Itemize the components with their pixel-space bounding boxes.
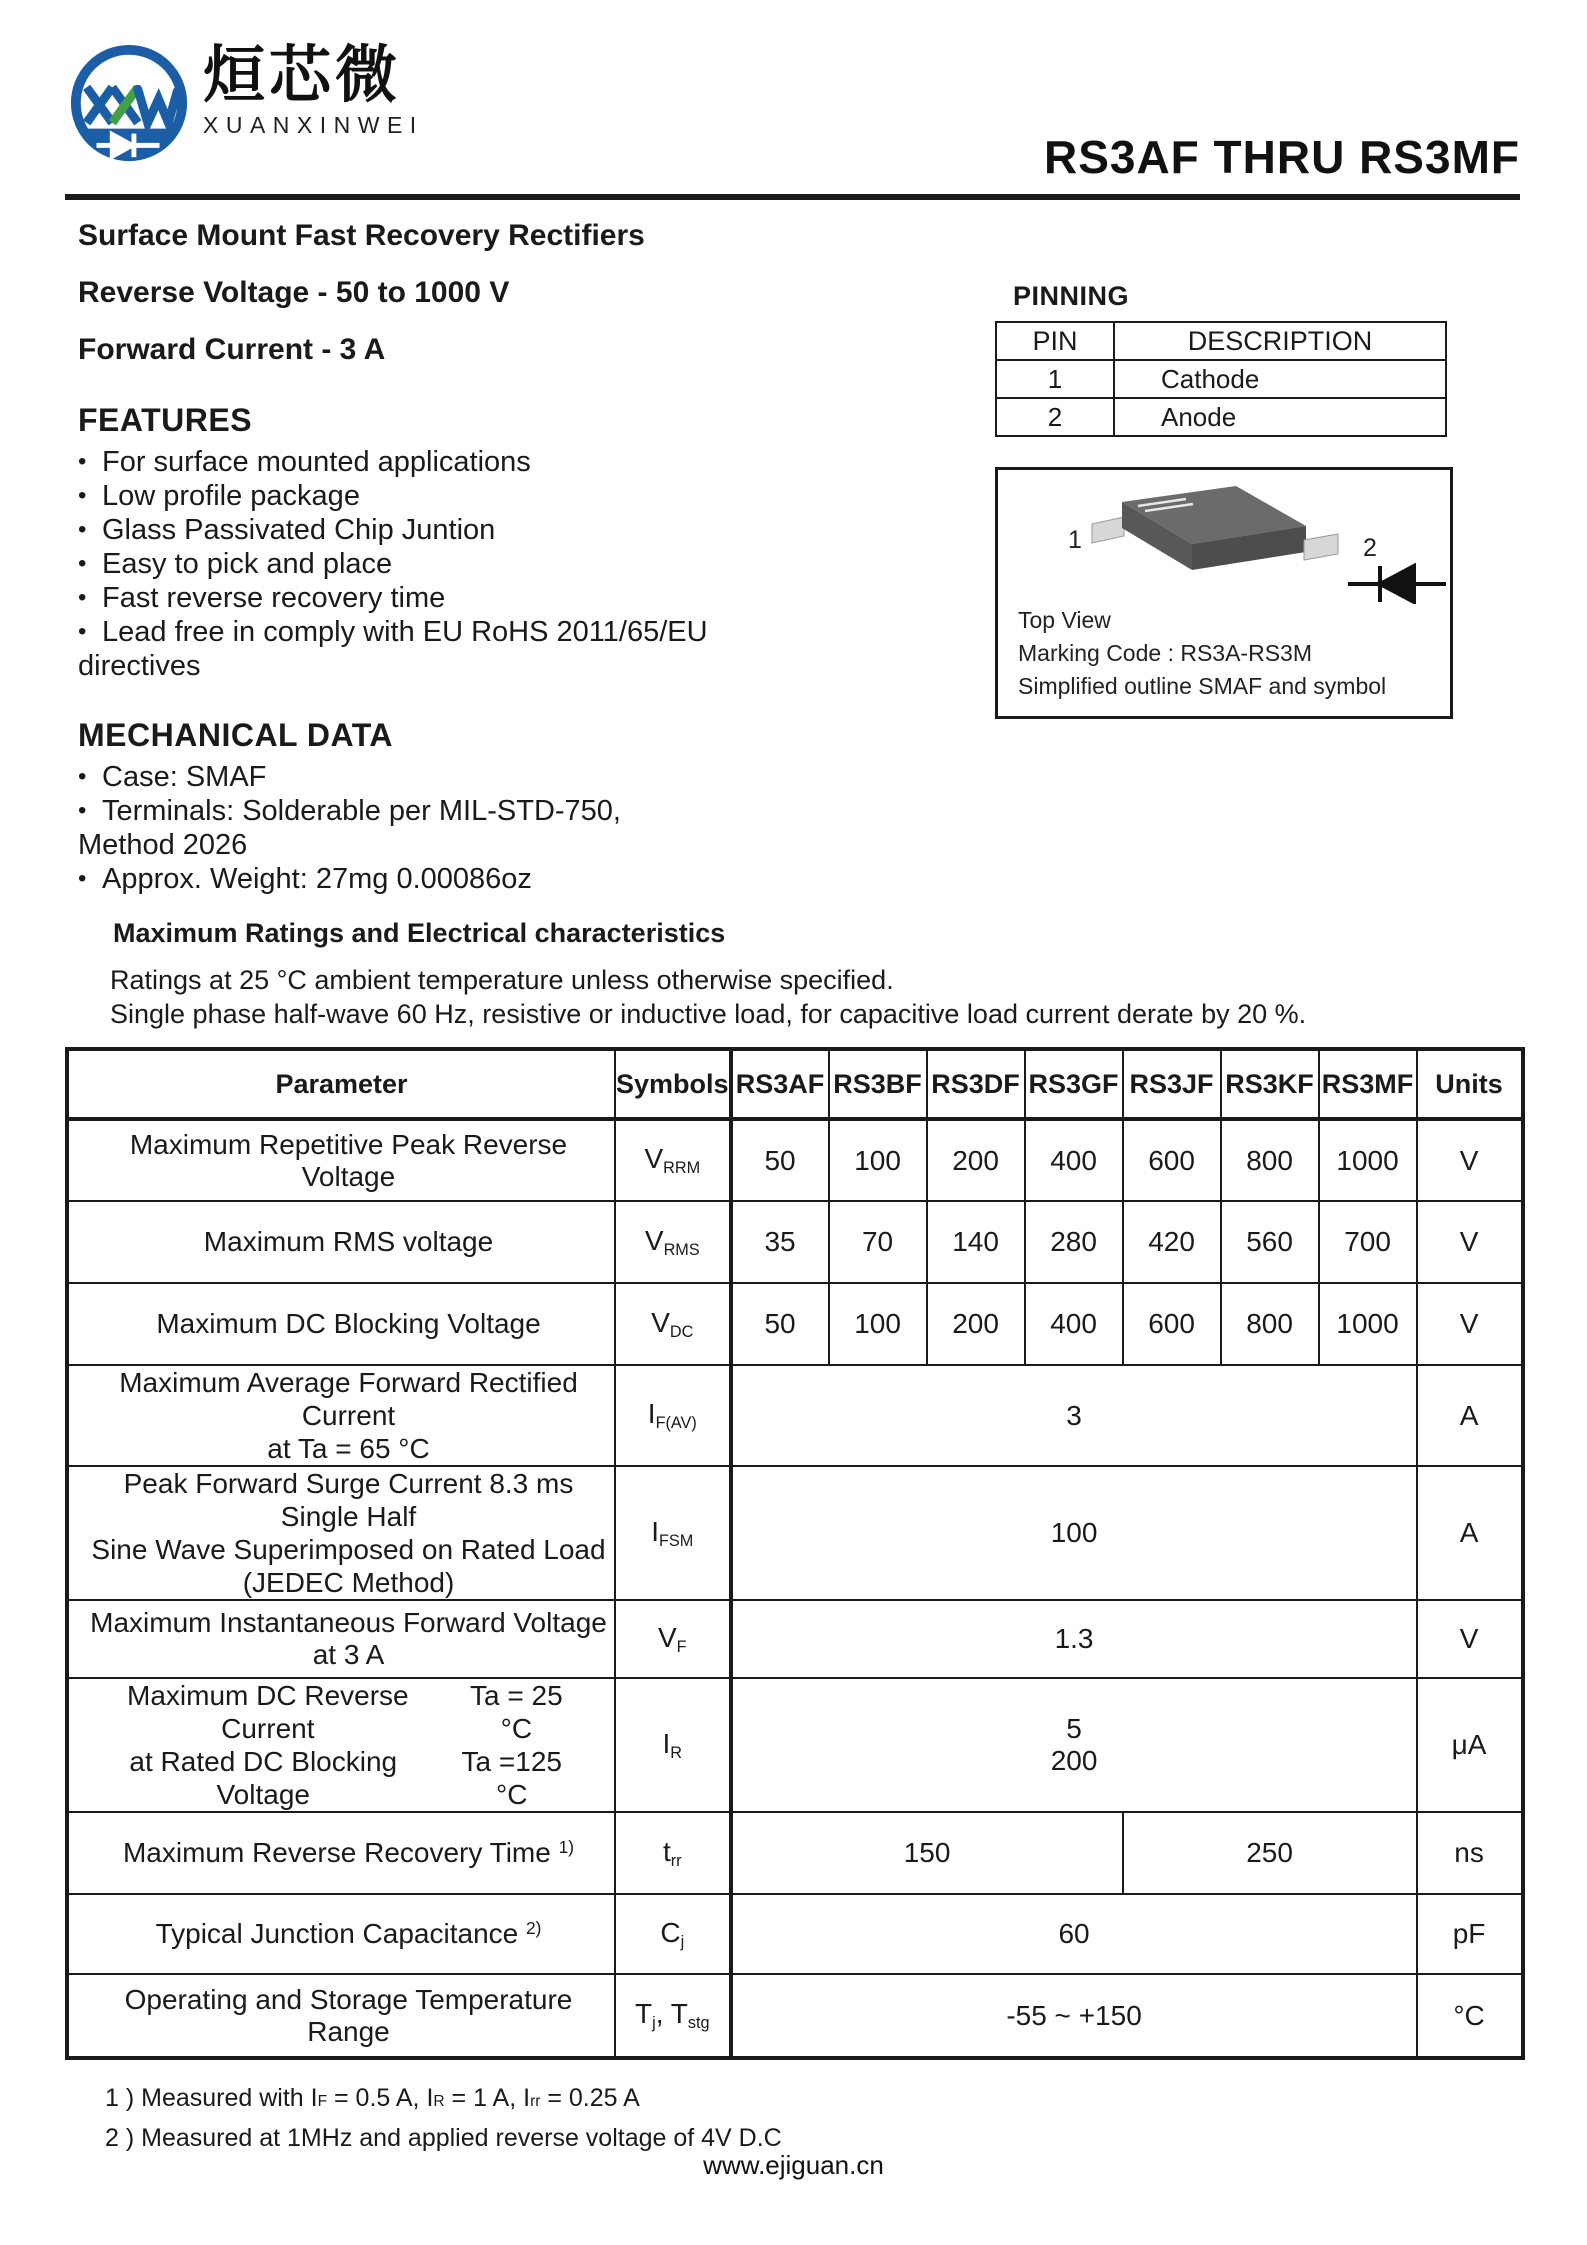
col-header-rs3jf: RS3JF <box>1123 1049 1221 1119</box>
masthead <box>65 0 1520 200</box>
value-cell: 400 <box>1025 1283 1123 1365</box>
value-cell: 50 <box>731 1119 829 1201</box>
value-cell-left-span: 150 <box>731 1812 1123 1894</box>
bullet-glyph: • <box>78 763 87 790</box>
unit-cell: V <box>1417 1600 1523 1678</box>
col-header-rs3bf: RS3BF <box>829 1049 927 1119</box>
value-cell: 600 <box>1123 1283 1221 1365</box>
logo-english-name: XUANXINWEI <box>203 112 424 138</box>
value-cell: 1000 <box>1319 1119 1417 1201</box>
unit-cell: A <box>1417 1466 1523 1600</box>
value-cell: 140 <box>927 1201 1025 1283</box>
logo-text <box>203 41 424 139</box>
col-header-units: Units <box>1417 1049 1523 1119</box>
symbol-cell: $T_j$, $T_{stg}$ <box>615 1974 731 2058</box>
bullet-glyph: • <box>78 516 87 543</box>
pin-description: Anode <box>1114 398 1446 436</box>
parameter-cell: Typical Junction Capacitance $^{2)}$ <box>67 1894 615 1974</box>
ratings-table-header-row <box>67 1049 1523 1119</box>
unit-cell: A <box>1417 1365 1523 1466</box>
logo-icon <box>65 42 193 170</box>
parameter-cell: Maximum Repetitive Peak Reverse Voltage <box>67 1119 615 1201</box>
pin2-label: 2 <box>1363 534 1377 562</box>
package-caption-outline: Simplified outline SMAF and symbol <box>1018 673 1387 699</box>
mechanical-data-heading: MECHANICAL DATA <box>78 717 394 753</box>
footnotes <box>105 2080 1587 2157</box>
symbol-cell: $V_{RMS}$ <box>615 1201 731 1283</box>
feature-item <box>78 479 718 513</box>
table-row-cj <box>67 1894 1523 1974</box>
unit-cell: V <box>1417 1201 1523 1283</box>
ratings-note-2: Single phase half-wave 60 Hz, resistive or inductive load, for capacitive load current derate by 20 %. <box>110 999 1307 1029</box>
feature-item <box>78 615 718 683</box>
pin-number: 1 <box>996 360 1114 398</box>
ratings-section <box>0 918 1587 2157</box>
table-row-ifav <box>67 1365 1523 1466</box>
pinning-row <box>996 360 1446 398</box>
bullet-glyph: • <box>78 550 87 577</box>
pin-number: 2 <box>996 398 1114 436</box>
feature-item <box>78 581 718 615</box>
table-row-tstg <box>67 1974 1523 2058</box>
package-caption-marking-code: Marking Code : RS3A-RS3M <box>1018 640 1312 666</box>
mechanical-data-list <box>78 760 718 896</box>
symbol-cell: $t_{rr}$ <box>615 1812 731 1894</box>
value-cell-span: 5 200 <box>731 1678 1417 1812</box>
parameter-cell: Maximum RMS voltage <box>67 1201 615 1283</box>
table-row-trr <box>67 1812 1523 1894</box>
parameter-cell: Maximum DC Reverse Current Ta = 25 °C at Rated DC Blocking Voltage Ta =125 °C <box>67 1678 615 1812</box>
company-logo <box>65 42 424 170</box>
feature-item <box>78 513 718 547</box>
smaf-package-image <box>1018 476 1448 604</box>
parameter-cell: Peak Forward Surge Current 8.3 ms Single Half Sine Wave Superimposed on Rated Load (JEDEC Method) <box>67 1466 615 1600</box>
bullet-glyph: • <box>78 618 87 645</box>
col-header-rs3kf: RS3KF <box>1221 1049 1319 1119</box>
value-cell: 700 <box>1319 1201 1417 1283</box>
unit-cell: ns <box>1417 1812 1523 1894</box>
table-row-ir <box>67 1678 1523 1812</box>
parameter-cell: Maximum DC Blocking Voltage <box>67 1283 615 1365</box>
logo-chinese-name: 烜芯微 <box>203 41 402 110</box>
parameter-cell: Operating and Storage Temperature Range <box>67 1974 615 2058</box>
value-cell: 200 <box>927 1119 1025 1201</box>
product-description: Surface Mount Fast Recovery Rectifiers <box>78 219 645 252</box>
value-cell: 50 <box>731 1283 829 1365</box>
value-cell-span: -55 ~ +150 <box>731 1974 1417 2058</box>
mechanical-item <box>78 862 718 896</box>
feature-text: Easy to pick and place <box>102 548 393 580</box>
mechanical-item <box>78 760 718 794</box>
unit-cell: pF <box>1417 1894 1523 1974</box>
feature-item <box>78 445 718 479</box>
description-column-header: DESCRIPTION <box>1114 322 1446 360</box>
symbol-cell: $I_{FSM}$ <box>615 1466 731 1600</box>
value-cell: 35 <box>731 1201 829 1283</box>
value-cell: 800 <box>1221 1119 1319 1201</box>
bullet-glyph: • <box>78 584 87 611</box>
bullet-glyph: • <box>78 482 87 509</box>
unit-cell: °C <box>1417 1974 1523 2058</box>
bullet-glyph: • <box>78 865 87 892</box>
pinning-row <box>996 398 1446 436</box>
value-cell: 600 <box>1123 1119 1221 1201</box>
pin-description: Cathode <box>1114 360 1446 398</box>
forward-current-line: Forward Current - 3 A <box>78 333 386 366</box>
value-cell: 280 <box>1025 1201 1123 1283</box>
reverse-voltage-line: Reverse Voltage - 50 to 1000 V <box>78 276 510 309</box>
symbol-cell: $C_j$ <box>615 1894 731 1974</box>
bullet-glyph: • <box>78 448 87 475</box>
unit-cell: μA <box>1417 1678 1523 1812</box>
value-cell: 800 <box>1221 1283 1319 1365</box>
left-column <box>78 218 718 896</box>
pinning-header-row <box>996 322 1446 360</box>
col-header-rs3df: RS3DF <box>927 1049 1025 1119</box>
table-row-vdc <box>67 1283 1523 1365</box>
value-cell: 100 <box>829 1119 927 1201</box>
unit-cell: V <box>1417 1119 1523 1201</box>
symbol-cell: $I_{F(AV)}$ <box>615 1365 731 1466</box>
features-list <box>78 445 718 683</box>
mechanical-text: Case: SMAF <box>102 761 267 793</box>
symbol-cell: $V_F$ <box>615 1600 731 1678</box>
value-cell: 100 <box>829 1283 927 1365</box>
feature-item <box>78 547 718 581</box>
mechanical-item <box>78 794 718 862</box>
col-header-rs3mf: RS3MF <box>1319 1049 1417 1119</box>
parameter-cell: Maximum Average Forward Rectified Current at Ta = 65 °C <box>67 1365 615 1466</box>
diode-symbol-icon <box>1348 566 1446 602</box>
parameter-cell: Maximum Instantaneous Forward Voltage at 3 A <box>67 1600 615 1678</box>
feature-text: Low profile package <box>102 480 360 512</box>
symbol-cell: $I_R$ <box>615 1678 731 1812</box>
value-cell: 200 <box>927 1283 1025 1365</box>
unit-cell: V <box>1417 1283 1523 1365</box>
mechanical-text: Approx. Weight: 27mg 0.00086oz <box>102 863 532 895</box>
page-title: RS3AF THRU RS3MF <box>1043 131 1520 183</box>
col-header-rs3gf: RS3GF <box>1025 1049 1123 1119</box>
ratings-heading: Maximum Ratings and Electrical characteristics <box>113 918 726 948</box>
table-row-ifsm <box>67 1466 1523 1600</box>
footnote-2: 2 ) Measured at 1MHz and applied reverse voltage of 4V D.C <box>105 2124 782 2152</box>
col-header-parameter: Parameter <box>67 1049 615 1119</box>
parameter-cell: Maximum Reverse Recovery Time $^{1)}$ <box>67 1812 615 1894</box>
value-cell-span: 3 <box>731 1365 1417 1466</box>
value-cell: 420 <box>1123 1201 1221 1283</box>
right-column <box>995 281 1453 719</box>
ratings-note-1: Ratings at 25 °C ambient temperature unless otherwise specified. <box>110 965 894 995</box>
feature-text: Lead free in comply with EU RoHS 2011/65/EU directives <box>78 616 708 682</box>
features-heading: FEATURES <box>78 402 253 438</box>
value-cell-span: 1.3 <box>731 1600 1417 1678</box>
col-header-symbols: Symbols <box>615 1049 731 1119</box>
footer-url: www.ejiguan.cn <box>703 2150 884 2180</box>
feature-text: Fast reverse recovery time <box>102 582 446 614</box>
col-header-rs3af: RS3AF <box>731 1049 829 1119</box>
package-caption-top-view: Top View <box>1018 607 1111 633</box>
bullet-glyph: • <box>78 797 87 824</box>
value-cell: 560 <box>1221 1201 1319 1283</box>
table-row-vrrm <box>67 1119 1523 1201</box>
footnote-1: 1 ) Measured with IF = 0.5 A, IR = 1 A, Irr = 0.25 A <box>105 2084 640 2112</box>
value-cell: 1000 <box>1319 1283 1417 1365</box>
value-cell-span: 100 <box>731 1466 1417 1600</box>
ratings-table <box>65 1047 1525 2060</box>
pin-column-header: PIN <box>996 322 1114 360</box>
table-row-vf <box>67 1600 1523 1678</box>
feature-text: For surface mounted applications <box>102 446 531 478</box>
value-cell-span: 60 <box>731 1894 1417 1974</box>
value-cell-right-span: 250 <box>1123 1812 1417 1894</box>
package-outline-box <box>995 467 1453 719</box>
symbol-cell: $V_{RRM}$ <box>615 1119 731 1201</box>
value-cell: 70 <box>829 1201 927 1283</box>
pin1-label: 1 <box>1068 526 1082 554</box>
symbol-cell: $V_{DC}$ <box>615 1283 731 1365</box>
pinning-heading: PINNING <box>1013 281 1130 311</box>
table-row-vrms <box>67 1201 1523 1283</box>
mechanical-text: Terminals: Solderable per MIL-STD-750, Method 2026 <box>78 795 621 861</box>
feature-text: Glass Passivated Chip Juntion <box>102 514 496 546</box>
value-cell: 400 <box>1025 1119 1123 1201</box>
pinning-table <box>995 321 1447 437</box>
